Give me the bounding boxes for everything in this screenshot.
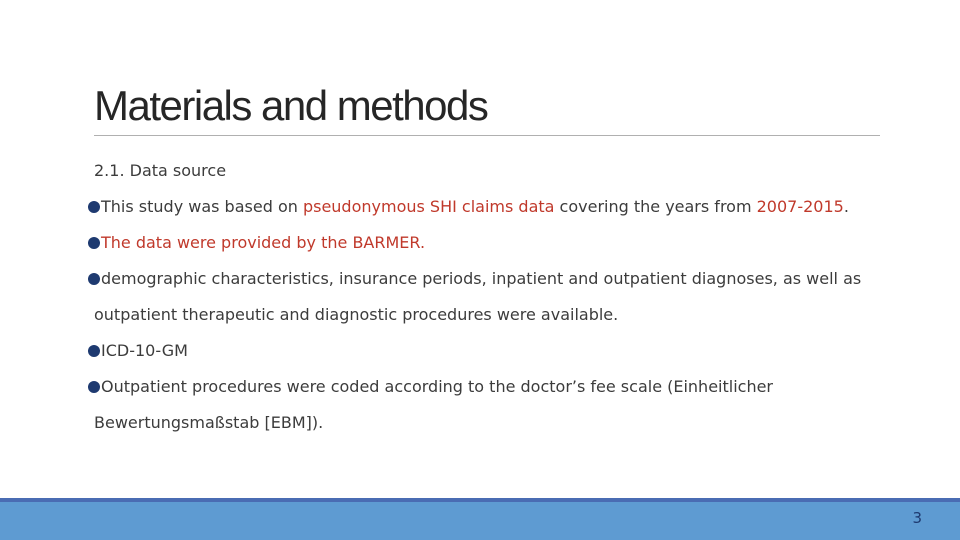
bullet-3-continuation: outpatient therapeutic and diagnostic procedures were available. [94,305,619,324]
bullet-1-text-a: This study was based on [101,197,303,216]
bullet-2-text: The data were provided by the BARMER. [101,233,426,252]
bullet-dot-icon [88,345,100,357]
bullet-1-text-d: 2007-2015 [756,197,844,216]
title-underline [94,135,880,136]
bullet-5-continuation: Bewertungsmaßstab [EBM]). [94,413,324,432]
bullet-1-text-c: covering the years from [554,197,757,216]
section-heading: 2.1. Data source [94,161,227,180]
bullet-item-3 [88,269,861,289]
bullet-4-text: ICD-10-GM [101,341,188,360]
footer-bar [0,502,960,540]
page-number: 3 [912,509,922,527]
bullet-item-4 [88,341,188,361]
bullet-dot-icon [88,237,100,249]
bullet-item-5 [88,377,773,397]
bullet-dot-icon [88,201,100,213]
bullet-item-2 [88,233,425,253]
bullet-1-text-e: . [843,197,849,216]
bullet-dot-icon [88,273,100,285]
bullet-3-text-line1: demographic characteristics, insurance periods, inpatient and outpatient diagnoses, as well as [101,269,862,288]
bullet-1-text-b: pseudonymous SHI claims data [302,197,555,216]
bullet-5-text-line1: Outpatient procedures were coded according to the doctor’s fee scale (Einheitlicher [101,377,774,396]
bullet-item-1 [88,197,849,217]
bullet-dot-icon [88,381,100,393]
slide-title: Materials and methods [94,82,488,129]
